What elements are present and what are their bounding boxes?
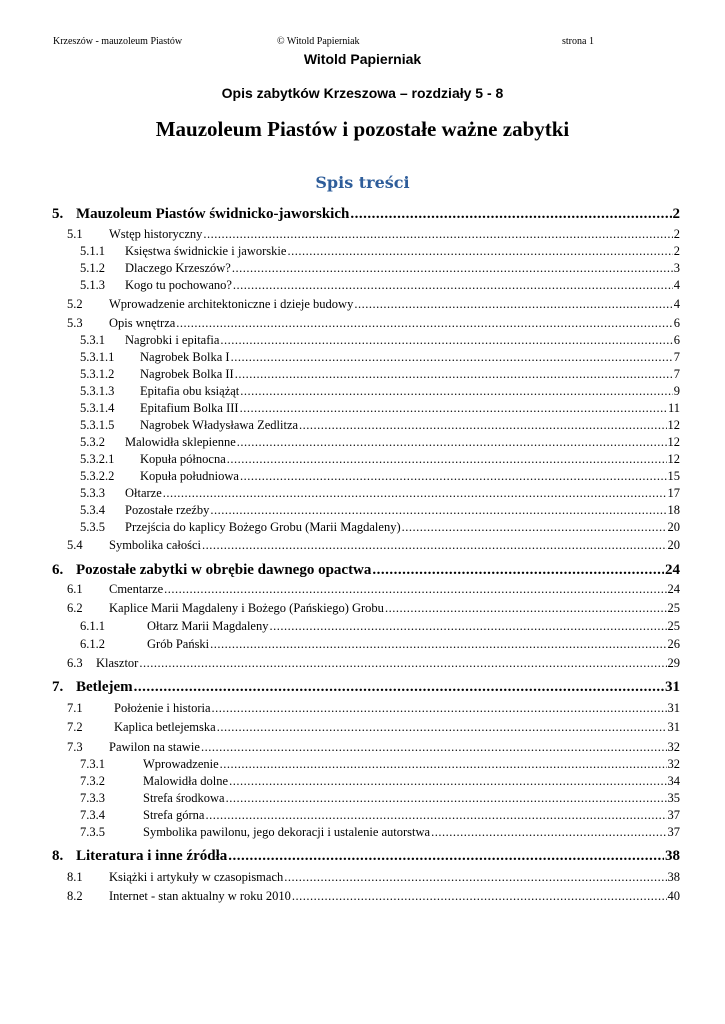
toc-entry-page: 6: [673, 333, 680, 347]
toc-entry-title: Epitafia obu książąt: [140, 384, 240, 398]
toc-entry-page: 12: [667, 418, 680, 432]
toc-entry-number: 6.1: [67, 582, 83, 596]
toc-entry-title: Malowidła sklepienne: [125, 435, 236, 449]
toc-entry-title: Opis wnętrza: [109, 316, 176, 330]
toc-dot-leader: [212, 700, 667, 716]
toc-entry-page: 15: [667, 469, 680, 483]
toc-dot-leader: [385, 600, 667, 616]
toc-dot-leader: [240, 468, 667, 484]
toc-entry[interactable]: [67, 700, 680, 716]
toc-dot-leader: [235, 366, 673, 382]
toc-entry-title: Klasztor: [96, 656, 139, 670]
toc-entry-page: 37: [667, 808, 680, 822]
toc-dot-leader: [220, 756, 667, 772]
toc-entry[interactable]: [80, 485, 680, 501]
toc-entry-page: 7: [673, 350, 680, 364]
toc-entry-page: 3: [673, 261, 680, 275]
toc-chapter-entry[interactable]: [52, 205, 680, 224]
toc-entry-number: 5.1.2: [80, 261, 105, 275]
toc-dot-leader: [240, 400, 667, 416]
toc-entry-page: 24: [667, 582, 680, 596]
toc-dot-leader: [431, 824, 666, 840]
toc-dot-leader: [210, 502, 666, 518]
toc-entry-title: Wprowadzenie: [143, 757, 219, 771]
toc-entry-page: 25: [667, 619, 680, 633]
toc-dot-leader: [284, 869, 666, 885]
toc-entry-page: 11: [667, 401, 680, 415]
toc-entry-title: Kaplice Marii Magdaleny i Bożego (Pańskiego) Grobu: [109, 601, 384, 615]
toc-entry-number: 5.3: [67, 316, 83, 330]
toc-dot-leader: [372, 561, 664, 580]
toc-entry-title: Kogo tu pochowano?: [125, 278, 232, 292]
toc-entry[interactable]: [67, 537, 680, 553]
toc-entry-number: 5.3.2.2: [80, 469, 115, 483]
toc-dot-leader: [134, 678, 664, 697]
toc-dot-leader: [164, 581, 666, 597]
toc-entry-number: 7.2: [67, 720, 83, 734]
toc-entry-page: 38: [665, 848, 680, 864]
toc-entry-number: 5.: [52, 206, 64, 222]
toc-entry-number: 6.: [52, 562, 64, 578]
toc-entry-title: Położenie i historia: [114, 701, 211, 715]
toc-entry[interactable]: [80, 243, 680, 259]
toc-dot-leader: [210, 636, 666, 652]
author-name: Witold Papierniak: [303, 51, 422, 67]
toc-entry-title: Cmentarze: [109, 582, 164, 596]
toc-entry-page: 29: [667, 656, 680, 670]
toc-entry[interactable]: [80, 468, 680, 484]
toc-dot-leader: [233, 277, 673, 293]
toc-entry-number: 5.3.5: [80, 520, 105, 534]
toc-entry-title: Betlejem: [76, 679, 133, 695]
toc-entry[interactable]: [67, 719, 680, 735]
toc-entry[interactable]: [67, 315, 680, 331]
page-title: Mauzoleum Piastów i pozostałe ważne zabytki: [155, 117, 570, 141]
toc-entry[interactable]: [67, 226, 680, 242]
toc-dot-leader: [226, 790, 667, 806]
toc-entry-page: 34: [667, 774, 680, 788]
toc-entry-title: Dlaczego Krzeszów?: [125, 261, 231, 275]
toc-entry-number: 8.1: [67, 870, 83, 884]
toc-dot-leader: [176, 315, 672, 331]
toc-entry[interactable]: [80, 260, 680, 276]
toc-entry-page: 31: [665, 679, 680, 695]
toc-entry-title: Symbolika całości: [109, 538, 201, 552]
toc-entry-page: 31: [667, 720, 680, 734]
toc-entry-page: 25: [667, 601, 680, 615]
toc-dot-leader: [299, 417, 666, 433]
document-subtitle: Opis zabytków Krzeszowa – rozdziały 5 - 8: [221, 85, 504, 101]
toc-entry-page: 18: [667, 503, 680, 517]
toc-entry[interactable]: [80, 824, 680, 840]
toc-entry[interactable]: [80, 519, 680, 535]
toc-entry[interactable]: [67, 655, 680, 671]
toc-entry[interactable]: [67, 581, 680, 597]
toc-entry-title: Kopuła północna: [140, 452, 226, 466]
toc-entry-number: 7.3: [67, 740, 83, 754]
toc-entry-title: Książki i artykuły w czasopismach: [109, 870, 284, 884]
header-left-text: Krzeszów - mauzoleum Piastów: [53, 36, 183, 47]
toc-dot-leader: [227, 451, 667, 467]
toc-entry[interactable]: [80, 756, 680, 772]
toc-entry-title: Mauzoleum Piastów świdnicko-jaworskich: [76, 206, 350, 222]
toc-entry-title: Pozostałe rzeźby: [125, 503, 210, 517]
toc-entry-number: 5.4: [67, 538, 83, 552]
toc-dot-leader: [287, 243, 672, 259]
toc-entry-title: Literatura i inne źródła: [76, 848, 228, 864]
toc-entry[interactable]: [80, 451, 680, 467]
toc-entry-title: Pawilon na stawie: [109, 740, 200, 754]
toc-entry-number: 7.3.4: [80, 808, 105, 822]
toc-entry-title: Symbolika pawilonu, jego dekoracji i ustalenie autorstwa: [143, 825, 431, 839]
toc-entry[interactable]: [80, 366, 680, 382]
toc-dot-leader: [231, 349, 673, 365]
header-page-number: strona 1: [562, 36, 594, 47]
toc-entry-page: 9: [673, 384, 680, 398]
toc-entry-title: Internet - stan aktualny w roku 2010: [109, 889, 291, 903]
toc-entry-number: 7.3.1: [80, 757, 105, 771]
toc-dot-leader: [402, 519, 667, 535]
toc-dot-leader: [354, 296, 672, 312]
toc-entry-title: Epitafium Bolka III: [140, 401, 239, 415]
toc-entry-title: Strefa środkowa: [143, 791, 225, 805]
toc-entry-title: Grób Pański: [147, 637, 210, 651]
toc-entry-title: Nagrobek Władysława Zedlitza: [140, 418, 299, 432]
toc-dot-leader: [228, 847, 664, 866]
toc-entry-title: Przejścia do kaplicy Bożego Grobu (Marii Magdaleny): [125, 520, 401, 534]
toc-entry-page: 4: [673, 278, 680, 292]
toc-dot-leader: [292, 888, 667, 904]
toc-heading: Spis treści: [315, 173, 410, 192]
toc-entry-number: 7.3.3: [80, 791, 105, 805]
toc-entry[interactable]: [80, 636, 680, 652]
toc-entry-page: 26: [667, 637, 680, 651]
toc-entry-number: 5.3.2: [80, 435, 105, 449]
toc-entry[interactable]: [80, 807, 680, 823]
toc-dot-leader: [217, 719, 667, 735]
toc-entry[interactable]: [67, 296, 680, 312]
toc-entry-page: 35: [667, 791, 680, 805]
toc-entry[interactable]: [80, 383, 680, 399]
toc-entry-number: 7.3.2: [80, 774, 105, 788]
toc-entry-number: 5.3.4: [80, 503, 105, 517]
toc-entry-number: 6.3: [67, 656, 83, 670]
toc-dot-leader: [205, 807, 666, 823]
toc-entry-title: Wstęp historyczny: [109, 227, 203, 241]
toc-entry-title: Nagrobki i epitafia: [125, 333, 220, 347]
toc-entry-title: Strefa górna: [143, 808, 205, 822]
toc-entry-page: 32: [667, 757, 680, 771]
toc-entry[interactable]: [80, 277, 680, 293]
toc-dot-leader: [202, 537, 667, 553]
toc-entry[interactable]: [80, 349, 680, 365]
toc-entry-page: 2: [673, 244, 680, 258]
toc-entry-page: 2: [672, 206, 680, 222]
toc-chapter-entry[interactable]: [52, 561, 680, 580]
toc-entry[interactable]: [80, 790, 680, 806]
toc-entry-title: Pozostałe zabytki w obrębie dawnego opactwa: [76, 562, 372, 578]
toc-entry-number: 7.3.5: [80, 825, 105, 839]
toc-dot-leader: [201, 739, 667, 755]
toc-entry-number: 5.3.1.5: [80, 418, 115, 432]
toc-entry-page: 6: [673, 316, 680, 330]
toc-dot-leader: [269, 618, 666, 634]
header-copyright: © Witold Papierniak: [277, 36, 360, 47]
toc-entry-number: 8.: [52, 848, 64, 864]
toc-entry-number: 5.3.1.2: [80, 367, 115, 381]
toc-entry-page: 2: [673, 227, 680, 241]
toc-entry-number: 7.: [52, 679, 64, 695]
toc-entry-page: 7: [673, 367, 680, 381]
toc-entry-page: 24: [665, 562, 680, 578]
toc-entry-number: 6.2: [67, 601, 83, 615]
toc-dot-leader: [229, 773, 666, 789]
toc-chapter-entry[interactable]: [52, 678, 680, 697]
toc-entry[interactable]: [80, 618, 680, 634]
toc-entry-title: Kaplica betlejemska: [114, 720, 216, 734]
toc-entry-number: 5.1.3: [80, 278, 105, 292]
toc-entry-page: 4: [673, 297, 680, 311]
toc-chapter-entry[interactable]: [52, 847, 680, 866]
toc-entry-page: 12: [667, 435, 680, 449]
toc-entry[interactable]: [80, 417, 680, 433]
toc-entry-title: Wprowadzenie architektoniczne i dzieje budowy: [109, 297, 354, 311]
toc-dot-leader: [240, 383, 672, 399]
toc-entry-number: 5.3.1: [80, 333, 105, 347]
toc-entry[interactable]: [80, 332, 680, 348]
toc-dot-leader: [350, 205, 671, 224]
toc-entry-page: 37: [667, 825, 680, 839]
toc-entry-page: 31: [667, 701, 680, 715]
toc-entry[interactable]: [80, 502, 680, 518]
toc-entry-number: 5.1.1: [80, 244, 105, 258]
toc-entry-page: 20: [667, 538, 680, 552]
toc-entry[interactable]: [80, 400, 680, 416]
toc-dot-leader: [139, 655, 666, 671]
toc-entry-title: Malowidła dolne: [143, 774, 229, 788]
toc-entry-page: 38: [667, 870, 680, 884]
toc-entry-title: Nagrobek Bolka I: [140, 350, 230, 364]
toc-entry[interactable]: [67, 600, 680, 616]
toc-dot-leader: [232, 260, 673, 276]
toc-dot-leader: [237, 434, 667, 450]
toc-entry-number: 5.3.1.3: [80, 384, 115, 398]
toc-entry-page: 40: [667, 889, 680, 903]
toc-entry-number: 6.1.1: [80, 619, 105, 633]
toc-entry-title: Nagrobek Bolka II: [140, 367, 234, 381]
toc-entry-number: 8.2: [67, 889, 83, 903]
toc-entry-number: 5.3.2.1: [80, 452, 115, 466]
toc-entry[interactable]: [67, 739, 680, 755]
toc-dot-leader: [163, 485, 667, 501]
toc-entry-number: 7.1: [67, 701, 83, 715]
toc-entry-number: 5.2: [67, 297, 83, 311]
toc-entry-number: 6.1.2: [80, 637, 105, 651]
toc-entry[interactable]: [67, 888, 680, 904]
toc-entry-page: 20: [667, 520, 680, 534]
toc-dot-leader: [203, 226, 672, 242]
toc-entry-number: 5.3.3: [80, 486, 105, 500]
toc-entry-page: 32: [667, 740, 680, 754]
toc-entry-number: 5.3.1.4: [80, 401, 115, 415]
toc-entry[interactable]: [80, 773, 680, 789]
toc-entry-number: 5.1: [67, 227, 83, 241]
toc-entry[interactable]: [80, 434, 680, 450]
toc-entry-page: 17: [667, 486, 680, 500]
toc-entry-number: 5.3.1.1: [80, 350, 115, 364]
toc-entry-title: Kopuła południowa: [140, 469, 239, 483]
toc-entry-title: Ołtarz Marii Magdaleny: [147, 619, 269, 633]
toc-entry[interactable]: [67, 869, 680, 885]
toc-dot-leader: [220, 332, 672, 348]
toc-entry-title: Księstwa świdnickie i jaworskie: [125, 244, 287, 258]
toc-entry-page: 12: [667, 452, 680, 466]
toc-entry-title: Ołtarze: [125, 486, 162, 500]
